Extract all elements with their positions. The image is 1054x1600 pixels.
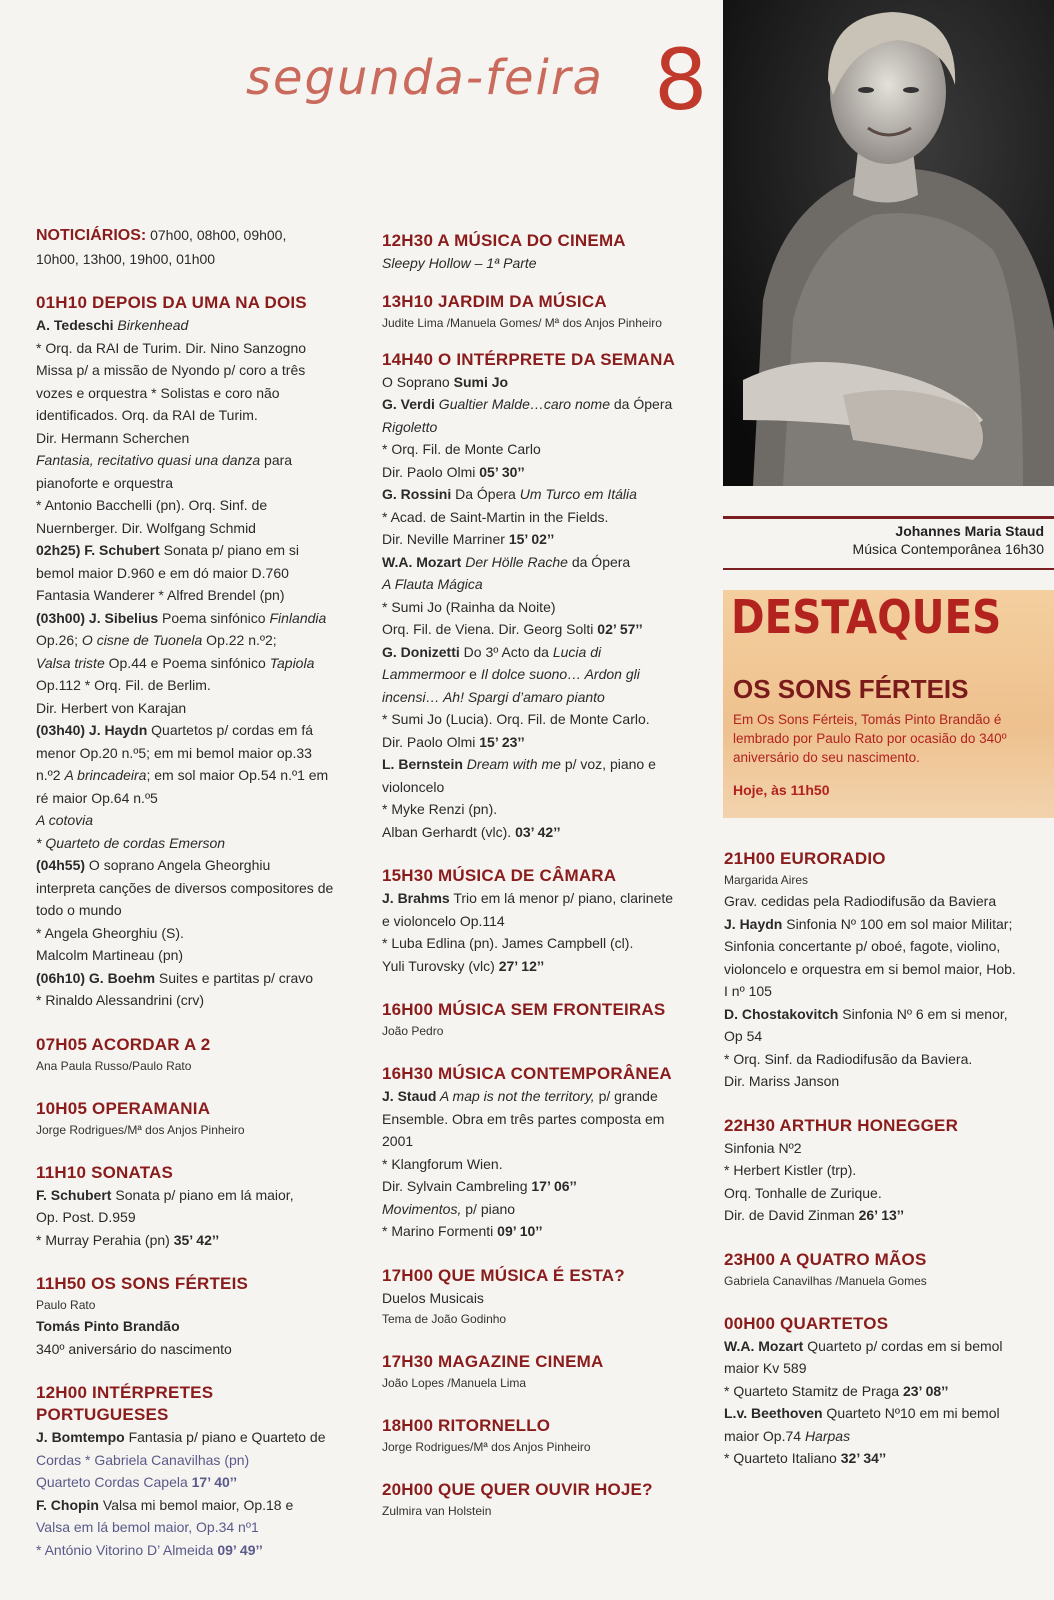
- duration: 05’ 30’’: [479, 463, 525, 480]
- programme-line: da Ópera: [567, 553, 631, 570]
- composer: D. Chostakovitch: [724, 1005, 839, 1022]
- news-label: NOTICIÁRIOS:: [36, 227, 147, 244]
- work: Valsa triste: [36, 654, 105, 671]
- programme-line: Op 54: [724, 1028, 763, 1044]
- programme-block: [36, 1162, 356, 1252]
- programme-line: O soprano Angela Gheorghiu: [85, 857, 271, 873]
- programme-block: [724, 1249, 1042, 1291]
- programme-line: Sinfonia concertante p/ oboé, fagote, violino,: [724, 938, 1001, 954]
- programme-block: [36, 1098, 356, 1140]
- programme-line: * Luba Edlina (pn). James Campbell (cl).: [382, 935, 634, 951]
- composer: J. Haydn: [724, 915, 783, 932]
- programme-line: Ensemble. Obra em três partes composta em: [382, 1110, 665, 1127]
- composer: L. Bernstein: [382, 756, 463, 772]
- composer: L.v. Beethoven: [724, 1405, 823, 1421]
- composer: G. Donizetti: [382, 643, 460, 660]
- work: Fantasia, recitativo quasi una danza: [36, 452, 261, 468]
- duration: 09’ 49’’: [217, 1541, 263, 1558]
- caption-rule: [723, 568, 1054, 570]
- programme-block: [36, 292, 356, 1012]
- programme-hosts: João Lopes /Manuela Lima: [382, 1376, 527, 1390]
- programme-title: 11H50 OS SONS FÉRTEIS: [36, 1274, 249, 1293]
- duration: 15’ 23’’: [479, 733, 525, 750]
- programme-title: 12H00 INTÉRPRETES: [36, 1383, 214, 1402]
- programme-line: Quarteto Cordas Capela: [36, 1474, 192, 1490]
- programme-title: 18H00 RITORNELLO: [382, 1416, 551, 1435]
- programme-line: maior Op.74: [724, 1427, 805, 1444]
- programme-title: 16H00 MÚSICA SEM FRONTEIRAS: [382, 1000, 666, 1019]
- programme-line: da Ópera: [610, 396, 673, 412]
- programme-block: [36, 1382, 356, 1561]
- programme-line: Dir. Mariss Janson: [724, 1073, 840, 1089]
- time: (03h00): [36, 609, 86, 626]
- programme-block: [382, 1265, 698, 1330]
- programme-hosts: Ana Paula Russo/Paulo Rato: [36, 1058, 192, 1073]
- composer: J. Staud: [382, 1088, 437, 1104]
- work: Lammermoor: [382, 666, 466, 682]
- programme-block: [724, 848, 1042, 1093]
- work: incensi… Ah! Spargi d’amaro pianto: [382, 688, 605, 705]
- programme-line: Orq. Fil. de Viena. Dir. Georg Solti: [382, 621, 598, 637]
- programme-title: 23H00 A QUATRO MÃOS: [724, 1249, 927, 1269]
- news-times: 10h00, 13h00, 19h00, 01h00: [36, 250, 216, 267]
- composer: F. Chopin: [36, 1496, 99, 1513]
- highlights-text: Em Os Sons Férteis, Tomás Pinto Brandão é lembrado por Paulo Rato por ocasião do 340º aniversário do seu nascimento.: [733, 712, 1007, 765]
- programme-line: Valsa mi bemol maior, Op.18 e: [99, 1496, 294, 1513]
- programme-line: Missa p/ a missão de Nyondo p/ coro a três: [36, 362, 306, 378]
- programme-block: [382, 865, 698, 977]
- programme-title: 07H05 ACORDAR A 2: [36, 1034, 211, 1054]
- programme-line: Sonata p/ piano em si: [159, 542, 300, 558]
- composer: G. Rossini: [382, 486, 452, 502]
- work: Lucia di: [552, 643, 602, 660]
- work: Rigoletto: [382, 418, 438, 435]
- composer: W.A. Mozart: [724, 1337, 804, 1354]
- programme-line: p/ piano: [461, 1200, 516, 1217]
- programme-line: Sinfonia Nº2: [724, 1139, 802, 1156]
- work: Dream with me: [462, 756, 561, 772]
- duration: 23’ 08’’: [902, 1382, 949, 1399]
- programme-block: [36, 1273, 356, 1360]
- programme-line: * Murray Perahia (pn): [36, 1231, 174, 1248]
- programme-line: interpreta canções de diversos compositores de: [36, 879, 334, 896]
- day-title: segunda-feira: [246, 50, 604, 106]
- programme-line: Malcolm Martineau (pn): [36, 947, 184, 963]
- duration: 27’ 12’’: [498, 957, 545, 974]
- programme-hosts: Zulmira van Holstein: [382, 1504, 492, 1518]
- caption-rule: [723, 516, 1054, 519]
- programme-line: ré maior Op.64 n.º5: [36, 789, 158, 806]
- programme-title: 17H30 MAGAZINE CINEMA: [382, 1352, 604, 1371]
- programme-block: [382, 291, 698, 333]
- programme-hosts: Jorge Rodrigues/Mª dos Anjos Pinheiro: [382, 1440, 591, 1454]
- programme-line: maior Kv 589: [724, 1360, 807, 1376]
- programme-line: identificados. Orq. da RAI de Turim.: [36, 407, 258, 423]
- programme-line: Dir. Paolo Olmi: [382, 463, 480, 480]
- programme-line: * Quarteto Stamitz de Praga: [724, 1382, 903, 1399]
- programme-line: Op.112 * Orq. Fil. de Berlim.: [36, 677, 211, 693]
- programme-line: * Myke Renzi (pn).: [382, 801, 498, 817]
- programme-hosts: Margarida Aires: [724, 873, 809, 887]
- programme-line: Yuli Turovsky (vlc): [382, 957, 499, 974]
- programme-block: [382, 1479, 698, 1521]
- programme-block: [382, 1415, 698, 1457]
- programme-line: Alban Gerhardt (vlc).: [382, 823, 516, 840]
- programme-line: e violoncelo Op.114: [382, 912, 505, 929]
- composer: J. Sibelius: [85, 609, 159, 626]
- composer: J. Bomtempo: [36, 1429, 125, 1445]
- composer: A. Tedeschi: [36, 317, 114, 333]
- work: O cisne de Tuonela: [81, 632, 203, 648]
- work: Der Hölle Rache: [461, 553, 568, 570]
- duration: 02’ 57’’: [597, 621, 643, 637]
- programme-line: Trio em lá menor p/ piano, clarinete: [449, 890, 674, 906]
- programme-line: Tomás Pinto Brandão: [36, 1318, 180, 1334]
- programme-line: Quartetos p/ cordas em fá: [147, 722, 314, 738]
- work: A map is not the territory,: [436, 1088, 595, 1104]
- composer: W.A. Mozart: [382, 553, 462, 570]
- duration: 15’ 02’’: [508, 531, 555, 547]
- day-number: 8: [654, 31, 708, 129]
- programme-block: [36, 1034, 356, 1076]
- schedule-column-1: [36, 224, 356, 1583]
- programme-line: violoncelo e orquestra em si bemol maior, Hob.: [724, 960, 1016, 977]
- composer: F. Schubert: [36, 1186, 112, 1203]
- programme-hosts: Tema de João Godinho: [382, 1312, 507, 1326]
- programme-line: * Klangforum Wien.: [382, 1155, 503, 1172]
- highlights-box: [723, 590, 1054, 818]
- programme-line: Sonata p/ piano em lá maior,: [111, 1186, 294, 1203]
- news-times: 07h00, 08h00, 09h00,: [146, 227, 287, 243]
- programme-line: Duelos Musicais: [382, 1289, 484, 1306]
- composer: G. Boehm: [85, 969, 156, 986]
- composer: J. Brahms: [382, 890, 450, 906]
- programme-hosts: Paulo Rato: [36, 1298, 96, 1312]
- performer: Sumi Jo: [453, 373, 509, 390]
- programme-line: menor Op.20 n.º5; em mi bemol maior op.33: [36, 744, 312, 761]
- programme-line: Dir. Hermann Scherchen: [36, 429, 190, 446]
- programme-line: Op.22 n.º2;: [202, 632, 277, 648]
- duration: 32’ 34’’: [840, 1450, 887, 1466]
- programme-line: * Orq. Sinf. da Radiodifusão da Baviera.: [724, 1050, 973, 1067]
- work: Birkenhead: [113, 317, 189, 333]
- programme-line: I nº 105: [724, 983, 772, 999]
- highlights-time: Hoje, às 11h50: [733, 782, 830, 798]
- programme-title: 14H40 O INTÉRPRETE DA SEMANA: [382, 349, 676, 369]
- programme-title: 17H00 QUE MÚSICA É ESTA?: [382, 1265, 625, 1285]
- programme-line: Cordas * Gabriela Canavilhas (pn): [36, 1451, 250, 1468]
- news-block: [36, 224, 356, 270]
- programme-line: Fantasia p/ piano e Quarteto de: [124, 1429, 326, 1445]
- programme-block: [382, 230, 698, 275]
- programme-line: * Herbert Kistler (trp).: [724, 1162, 857, 1178]
- composer: G. Verdi: [382, 396, 435, 412]
- duration: 17’ 06’’: [531, 1178, 577, 1194]
- programme-line: Dir. de David Zinman: [724, 1207, 859, 1223]
- highlights-subtitle: OS SONS FÉRTEIS: [733, 674, 969, 704]
- programme-title: 10H05 OPERAMANIA: [36, 1098, 211, 1118]
- programme-line: pianoforte e orquestra: [36, 474, 173, 491]
- programme-line: Grav. cedidas pela Radiodifusão da Baviera: [724, 893, 997, 909]
- time: 02h25): [36, 542, 81, 558]
- programme-line: para: [260, 452, 293, 468]
- programme-line: * Antonio Bacchelli (pn). Orq. Sinf. de: [36, 497, 268, 513]
- work: A brincadeira: [64, 767, 147, 783]
- duration: 03’ 42’’: [515, 823, 561, 840]
- programme-line: Dir. Herbert von Karajan: [36, 699, 187, 716]
- highlights-title: DESTAQUES: [731, 590, 1002, 644]
- time: (06h10): [36, 969, 86, 986]
- composer: J. Haydn: [85, 722, 148, 738]
- programme-line: * Orq. da RAI de Turim. Dir. Nino Sanzogno: [36, 339, 307, 356]
- programme-line: * Angela Gheorghiu (S).: [36, 924, 184, 941]
- programme-hosts: João Pedro: [382, 1024, 444, 1038]
- schedule-column-3: [724, 848, 1042, 1492]
- programme-block: [382, 1351, 698, 1393]
- programme-line: * Acad. de Saint-Martin in the Fields.: [382, 508, 609, 525]
- caption-text: Música Contemporânea 16h30: [852, 541, 1044, 557]
- programme-line: * Rinaldo Alessandrini (crv): [36, 992, 205, 1008]
- programme-line: p/ grande: [594, 1088, 658, 1104]
- programme-line: Poema sinfónico: [158, 609, 270, 626]
- programme-block: [382, 1063, 698, 1243]
- time: (03h40): [36, 722, 86, 738]
- work: Movimentos,: [382, 1200, 462, 1217]
- programme-title: 21H00 EURORADIO: [724, 849, 886, 868]
- programme-line: Dir. Sylvain Cambreling: [382, 1178, 532, 1194]
- programme-title: 01H10 DEPOIS DA UMA NA DOIS: [36, 293, 307, 312]
- programme-line: violoncelo: [382, 778, 445, 795]
- caption-name: Johannes Maria Staud: [895, 523, 1044, 539]
- programme-title: PORTUGUESES: [36, 1405, 169, 1424]
- programme-line: Dir. Neville Marriner: [382, 531, 509, 547]
- programme-title: 12H30 A MÚSICA DO CINEMA: [382, 231, 626, 250]
- programme-line: Do 3º Acto da: [459, 643, 553, 660]
- programme-line: Valsa em lá bemol maior, Op.34 nº1: [36, 1519, 259, 1535]
- programme-line: Quarteto p/ cordas em si bemol: [803, 1337, 1003, 1354]
- programme-title: 20H00 QUE QUER OUVIR HOJE?: [382, 1480, 653, 1499]
- duration: 09’ 10’’: [497, 1223, 543, 1239]
- duration: 26’ 13’’: [858, 1207, 905, 1223]
- work: Um Turco em Itália: [519, 486, 637, 502]
- programme-block: [724, 1115, 1042, 1227]
- duration: 35’ 42’’: [173, 1231, 220, 1248]
- programme-hosts: Gabriela Canavilhas /Manuela Gomes: [724, 1273, 927, 1288]
- photo-caption: [853, 522, 1044, 558]
- programme-line: p/ voz, piano e: [560, 756, 656, 772]
- programme-title: 11H10 SONATAS: [36, 1162, 174, 1182]
- programme-line: * Quarteto Italiano: [724, 1450, 841, 1466]
- programme-line: ; em sol maior Op.54 n.º1 em: [146, 767, 329, 783]
- programme-line: Sinfonia Nº 6 em si menor,: [838, 1005, 1008, 1022]
- programme-line: Sinfonia Nº 100 em sol maior Militar;: [782, 915, 1013, 932]
- programme-title: 13H10 JARDIM DA MÚSICA: [382, 291, 607, 311]
- programme-line: Op. Post. D.959: [36, 1209, 136, 1225]
- programme-hosts: Judite Lima /Manuela Gomes/ Mª dos Anjos Pinheiro: [382, 315, 662, 330]
- programme-line: Op.44 e Poema sinfónico: [104, 654, 270, 671]
- programme-line: e: [465, 666, 481, 682]
- programme-block: [382, 999, 698, 1041]
- programme-title: 00H00 QUARTETOS: [724, 1313, 889, 1333]
- work: Finlandia: [269, 609, 327, 626]
- programme-line: * Sumi Jo (Rainha da Noite): [382, 598, 556, 615]
- work: Harpas: [804, 1427, 851, 1444]
- composer: F. Schubert: [80, 542, 160, 558]
- work: A Flauta Mágica: [382, 576, 483, 592]
- portrait-photo: [723, 0, 1054, 486]
- programme-line: bemol maior D.960 e em dó maior D.760: [36, 564, 289, 581]
- performers: * Quarteto de cordas Emerson: [36, 834, 226, 851]
- programme-line: todo o mundo: [36, 902, 122, 918]
- programme-block: [724, 1313, 1042, 1470]
- programme-line: n.º2: [36, 767, 65, 783]
- programme-line: Da Ópera: [451, 486, 520, 502]
- duration: 17’ 40’’: [191, 1474, 238, 1490]
- programme-block: [382, 349, 698, 844]
- schedule-column-2: [382, 230, 698, 1543]
- programme-line: 340º aniversário do nascimento: [36, 1340, 232, 1357]
- programme-line: * António Vitorino D’ Almeida: [36, 1541, 218, 1558]
- programme-line: Dir. Paolo Olmi: [382, 733, 480, 750]
- programme-line: O Soprano: [382, 373, 454, 390]
- work: Il dolce suono… Ardon gli: [480, 666, 640, 682]
- work: Tapiola: [269, 654, 315, 671]
- programme-title: 22H30 ARTHUR HONEGGER: [724, 1115, 959, 1135]
- programme-hosts: Jorge Rodrigues/Mª dos Anjos Pinheiro: [36, 1122, 245, 1137]
- time: (04h55): [36, 857, 86, 873]
- programme-line: Suites e partitas p/ cravo: [155, 969, 314, 986]
- work: A cotovia: [36, 812, 94, 828]
- programme-line: 2001: [382, 1133, 414, 1149]
- programme-title: 15H30 MÚSICA DE CÂMARA: [382, 866, 617, 885]
- work: Gualtier Malde…caro nome: [434, 396, 610, 412]
- programme-title: 16H30 MÚSICA CONTEMPORÂNEA: [382, 1064, 672, 1083]
- programme-line: Sleepy Hollow – 1ª Parte: [382, 255, 537, 271]
- programme-line: Op.26;: [36, 632, 82, 648]
- programme-line: vozes e orquestra * Solistas e coro não: [36, 384, 280, 401]
- programme-line: * Orq. Fil. de Monte Carlo: [382, 441, 541, 457]
- programme-line: * Marino Formenti: [382, 1223, 498, 1239]
- programme-line: * Sumi Jo (Lucia). Orq. Fil. de Monte Carlo.: [382, 711, 650, 727]
- programme-line: Quarteto Nº10 em mi bemol: [822, 1405, 1000, 1421]
- programme-line: Orq. Tonhalle de Zurique.: [724, 1184, 882, 1201]
- programme-line: Fantasia Wanderer * Alfred Brendel (pn): [36, 587, 285, 603]
- programme-line: Nuernberger. Dir. Wolfgang Schmid: [36, 519, 256, 536]
